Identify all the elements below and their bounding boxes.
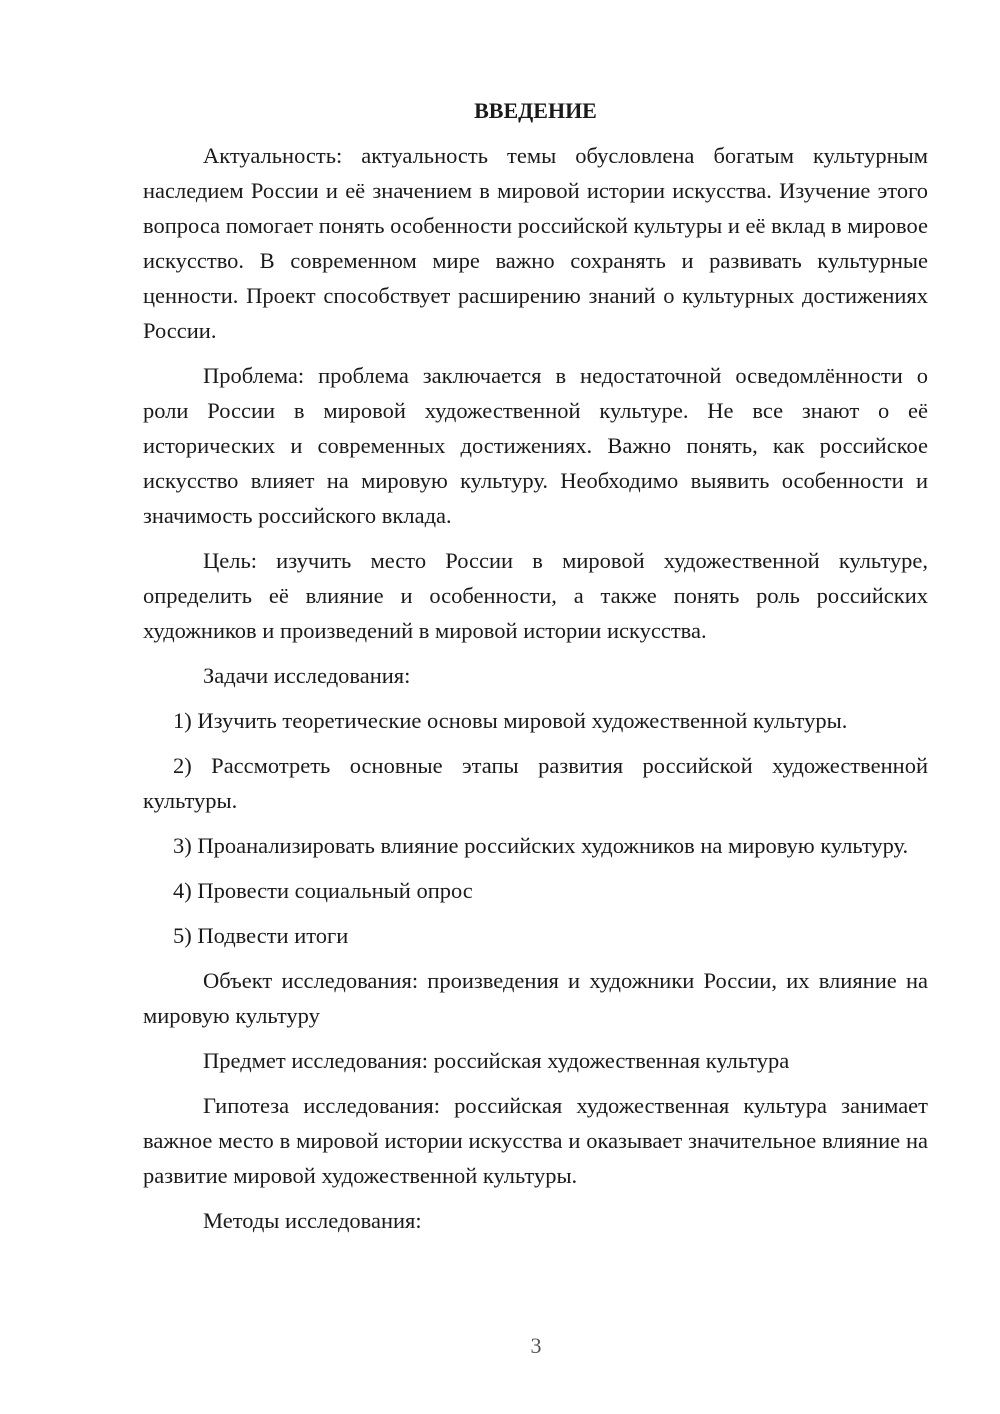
relevance-paragraph: Актуальность: актуальность темы обусловлена богатым культурным наследием России и её значением в мировой истории искусства. Изучение этого вопроса помогает понять особенности российской культуры и её вклад в мировое искусство. В современном мире важно сохранять и развивать культурные ценности. Проект способствует расширению знаний о культурных достижениях России. [143,143,928,343]
task-item: 3) Проанализировать влияние российских художников на мировую культуру. [173,833,909,858]
task-item: 4) Провести социальный опрос [173,878,473,903]
section-title: ВВЕДЕНИЕ [474,98,597,123]
task-item: 1) Изучить теоретические основы мировой художественной культуры. [173,708,848,733]
tasks-heading: Задачи исследования: [203,663,411,688]
page-number: 3 [530,1333,542,1358]
problem-paragraph: Проблема: проблема заключается в недостаточной осведомлённости о роли России в мировой художественной культуре. Не все знают о её исторических и современных достижениях. Важно понять, как российское искусство влияет на мировую культуру. Необходимо выявить особенности и значимость российского вклада. [143,363,928,528]
object-paragraph: Объект исследования: произведения и художники России, их влияние на мировую культуру [143,968,928,1028]
goal-paragraph: Цель: изучить место России в мировой художественной культуре, определить её влияние и особенности, а также понять роль российских художников и произведений в мировой истории искусства. [143,548,928,643]
task-item: 5) Подвести итоги [173,923,349,948]
subject-paragraph: Предмет исследования: российская художественная культура [203,1048,790,1073]
document-page [143,96,928,1248]
hypothesis-paragraph: Гипотеза исследования: российская художественная культура занимает важное место в мировой истории искусства и оказывает значительное влияние на развитие мировой художественной культуры. [143,1093,928,1188]
task-item: 2) Рассмотреть основные этапы развития российской художественной культуры. [143,753,928,813]
methods-paragraph: Методы исследования: [203,1208,422,1233]
